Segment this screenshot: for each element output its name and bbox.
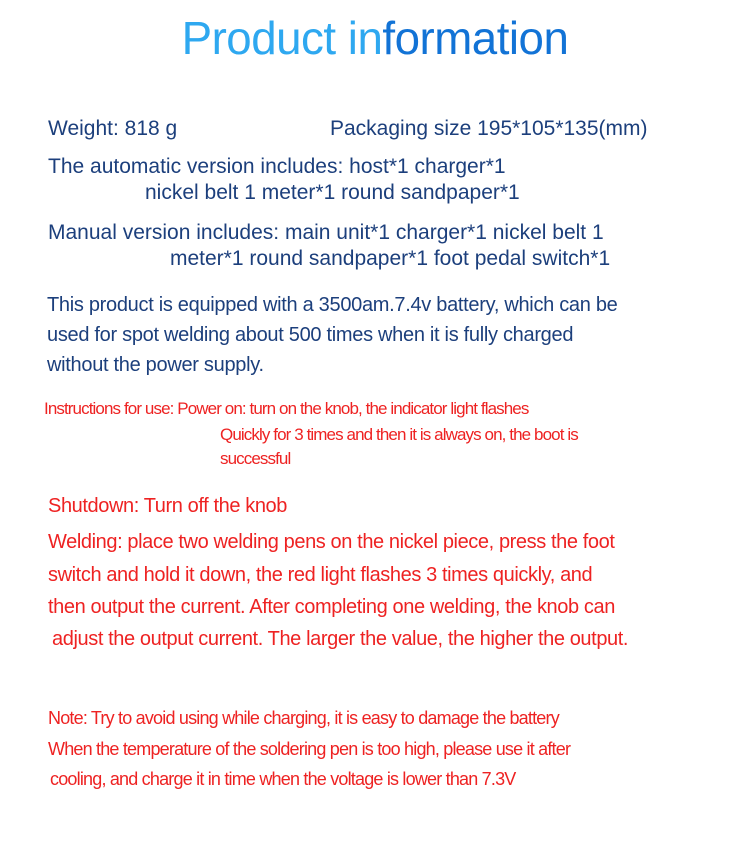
title-part-2: formation: [382, 12, 569, 64]
note-line-2: When the temperature of the soldering pen is too high, please use it after: [48, 739, 571, 759]
welding-line-2: switch and hold it down, the red light flashes 3 times quickly, and: [48, 564, 593, 586]
welding-line-3: then output the current. After completing one welding, the knob can: [48, 596, 615, 618]
packaging-size-text: Packaging size 195*105*135(mm): [330, 117, 648, 140]
welding-line-4: adjust the output current. The larger the value, the higher the output.: [52, 628, 629, 650]
weight-text: Weight: 818 g: [48, 117, 178, 140]
battery-line-1: This product is equipped with a 3500am.7.4v battery, which can be: [47, 294, 618, 316]
title-part-1: Product in: [181, 12, 383, 64]
battery-line-3: without the power supply.: [47, 354, 264, 376]
auto-version-line-1: The automatic version includes: host*1 charger*1: [48, 155, 506, 178]
shutdown-text: Shutdown: Turn off the knob: [48, 495, 288, 517]
manual-version-line-2: meter*1 round sandpaper*1 foot pedal switch*1: [170, 247, 611, 270]
instructions-line-2: Quickly for 3 times and then it is always on, the boot is: [220, 425, 578, 444]
battery-line-2: used for spot welding about 500 times when it is fully charged: [47, 324, 574, 346]
note-line-1: Note: Try to avoid using while charging, it is easy to damage the battery: [48, 708, 559, 728]
instructions-line-3: successful: [220, 449, 291, 468]
auto-version-line-2: nickel belt 1 meter*1 round sandpaper*1: [145, 181, 520, 204]
note-line-3: cooling, and charge it in time when the voltage is lower than 7.3V: [50, 769, 516, 789]
instructions-line-1: Instructions for use: Power on: turn on the knob, the indicator light flashes: [44, 399, 529, 418]
welding-line-1: Welding: place two welding pens on the nickel piece, press the foot: [48, 531, 615, 553]
manual-version-line-1: Manual version includes: main unit*1 charger*1 nickel belt 1: [48, 221, 604, 244]
page-title: [3, 8, 748, 68]
